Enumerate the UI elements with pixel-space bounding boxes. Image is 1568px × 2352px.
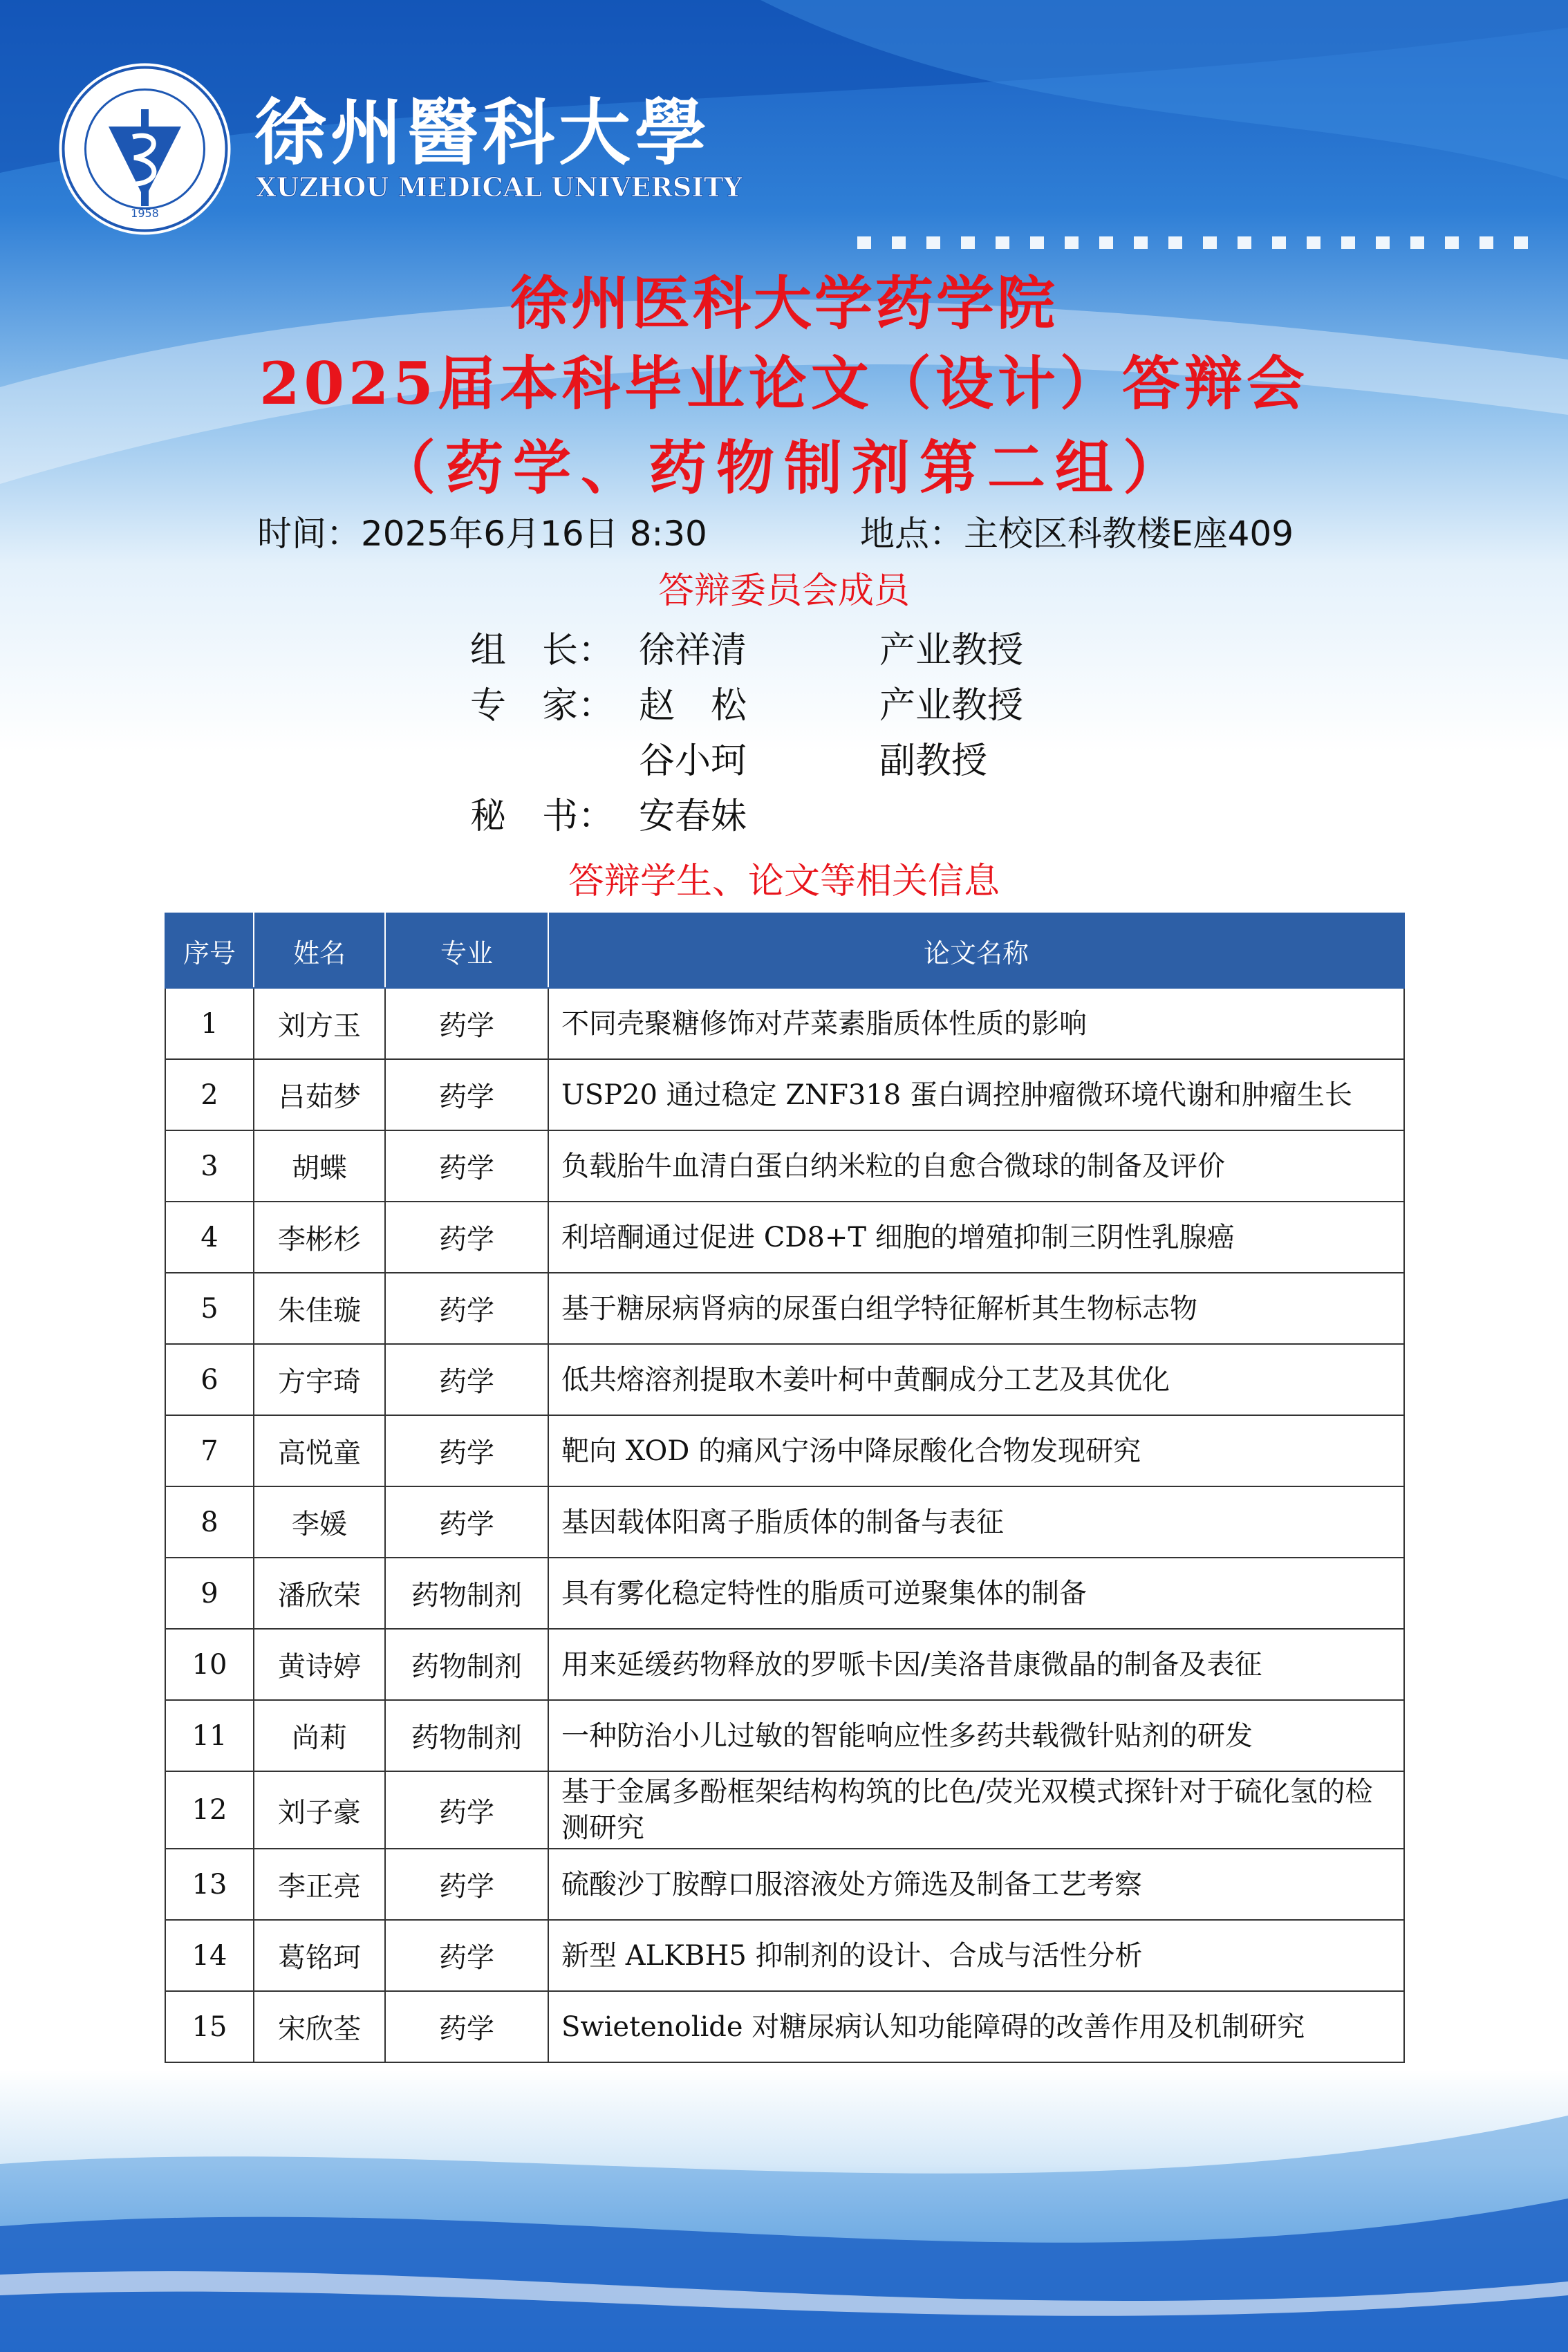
table-row	[165, 1202, 1404, 1273]
cell-major: 药学	[385, 1130, 548, 1202]
cell-no: 2	[165, 1059, 254, 1130]
cell-no: 12	[165, 1771, 254, 1849]
cell-thesis: 基于糖尿病肾病的尿蛋白组学特征解析其生物标志物	[548, 1273, 1404, 1344]
committee-role: 专 家：	[470, 685, 615, 727]
students-table	[165, 913, 1405, 2063]
cell-thesis: 基于金属多酚框架结构构筑的比色/荧光双模式探针对于硫化氢的检测研究	[548, 1771, 1404, 1849]
table-row	[165, 1629, 1404, 1700]
cell-major: 药学	[385, 1920, 548, 1991]
students-table-wrapper	[165, 913, 1403, 2063]
table-row	[165, 1486, 1404, 1558]
committee-row	[0, 731, 1568, 787]
defense-time: 时间：2025年6月16日 8:30	[257, 514, 707, 554]
table-row	[165, 1558, 1404, 1629]
students-heading: 答辩学生、论文等相关信息	[568, 861, 1000, 902]
column-header-name: 姓名	[254, 913, 385, 988]
committee-name: 赵 松	[639, 685, 747, 727]
table-row	[165, 1344, 1404, 1415]
cell-no: 9	[165, 1558, 254, 1629]
committee-row	[0, 621, 1568, 676]
cell-major: 药物制剂	[385, 1558, 548, 1629]
svg-text:徐州醫科大學: 徐州醫科大學	[254, 90, 711, 175]
cell-major: 药学	[385, 1991, 548, 2062]
cell-name: 潘欣荣	[254, 1558, 385, 1629]
cell-major: 药学	[385, 1486, 548, 1558]
cell-name: 刘方玉	[254, 988, 385, 1059]
column-header-major: 专业	[385, 913, 548, 988]
cell-no: 11	[165, 1700, 254, 1771]
svg-text:1958: 1958	[131, 207, 159, 220]
cell-name: 刘子豪	[254, 1771, 385, 1849]
cell-thesis: 新型 ALKBH5 抑制剂的设计、合成与活性分析	[548, 1920, 1404, 1991]
cell-no: 7	[165, 1415, 254, 1486]
cell-name: 李媛	[254, 1486, 385, 1558]
table-row	[165, 1920, 1404, 1991]
cell-thesis: 低共熔溶剂提取木姜叶柯中黄酮成分工艺及其优化	[548, 1344, 1404, 1415]
committee-role: 秘 书：	[470, 796, 615, 837]
cell-thesis: 靶向 XOD 的痛风宁汤中降尿酸化合物发现研究	[548, 1415, 1404, 1486]
title-line-2: 2025届本科毕业论文（设计）答辩会	[259, 349, 1309, 418]
cell-thesis: 一种防治小儿过敏的智能响应性多药共载微针贴剂的研发	[548, 1700, 1404, 1771]
table-row	[165, 1849, 1404, 1920]
column-header-thesis: 论文名称	[548, 913, 1404, 988]
cell-no: 15	[165, 1991, 254, 2062]
decorative-dots	[857, 236, 1528, 252]
table-row	[165, 988, 1404, 1059]
table-row	[165, 1700, 1404, 1771]
cell-name: 宋欣荃	[254, 1991, 385, 2062]
committee-row	[0, 676, 1568, 731]
committee-name: 徐祥清	[639, 630, 747, 671]
cell-major: 药学	[385, 1771, 548, 1849]
table-header-row	[165, 913, 1404, 988]
cell-name: 胡蝶	[254, 1130, 385, 1202]
cell-no: 14	[165, 1920, 254, 1991]
defense-location: 地点：主校区科教楼E座409	[860, 514, 1294, 554]
university-seal-logo	[57, 61, 233, 237]
cell-major: 药学	[385, 1344, 548, 1415]
title-line-1: 徐州医科大学药学院	[510, 269, 1058, 337]
cell-major: 药学	[385, 1202, 548, 1273]
table-row	[165, 1273, 1404, 1344]
cell-no: 4	[165, 1202, 254, 1273]
cell-name: 李彬杉	[254, 1202, 385, 1273]
committee-name: 安春妹	[639, 796, 747, 837]
committee-title: 副教授	[879, 740, 988, 782]
table-row	[165, 1771, 1404, 1849]
cell-major: 药学	[385, 988, 548, 1059]
svg-text:XUZHOU MEDICAL UNIVERSITY: XUZHOU MEDICAL UNIVERSITY	[256, 171, 743, 203]
cell-thesis: 用来延缓药物释放的罗哌卡因/美洛昔康微晶的制备及表征	[548, 1629, 1404, 1700]
table-row	[165, 1991, 1404, 2062]
cell-name: 李正亮	[254, 1849, 385, 1920]
committee-heading: 答辩委员会成员	[657, 570, 910, 612]
cell-thesis: 基因载体阳离子脂质体的制备与表征	[548, 1486, 1404, 1558]
cell-name: 黄诗婷	[254, 1629, 385, 1700]
committee-title: 产业教授	[879, 630, 1024, 671]
cell-thesis: Swietenolide 对糖尿病认知功能障碍的改善作用及机制研究	[548, 1991, 1404, 2062]
cell-major: 药学	[385, 1059, 548, 1130]
table-row	[165, 1130, 1404, 1202]
committee-name: 谷小珂	[639, 740, 747, 782]
cell-name: 尚莉	[254, 1700, 385, 1771]
cell-thesis: 利培酮通过促进 CD8+T 细胞的增殖抑制三阴性乳腺癌	[548, 1202, 1404, 1273]
cell-no: 5	[165, 1273, 254, 1344]
cell-thesis: 硫酸沙丁胺醇口服溶液处方筛选及制备工艺考察	[548, 1849, 1404, 1920]
cell-name: 高悦童	[254, 1415, 385, 1486]
cell-major: 药学	[385, 1273, 548, 1344]
cell-thesis: 具有雾化稳定特性的脂质可逆聚集体的制备	[548, 1558, 1404, 1629]
cell-no: 6	[165, 1344, 254, 1415]
committee-title: 产业教授	[879, 685, 1024, 727]
column-header-no: 序号	[165, 913, 254, 988]
cell-no: 10	[165, 1629, 254, 1700]
cell-name: 吕茹梦	[254, 1059, 385, 1130]
table-row	[165, 1059, 1404, 1130]
committee-row	[0, 787, 1568, 842]
cell-name: 方宇琦	[254, 1344, 385, 1415]
cell-name: 朱佳璇	[254, 1273, 385, 1344]
cell-thesis: 负载胎牛血清白蛋白纳米粒的自愈合微球的制备及评价	[548, 1130, 1404, 1202]
cell-no: 1	[165, 988, 254, 1059]
table-row	[165, 1415, 1404, 1486]
cell-thesis: 不同壳聚糖修饰对芹菜素脂质体性质的影响	[548, 988, 1404, 1059]
cell-major: 药学	[385, 1849, 548, 1920]
cell-no: 3	[165, 1130, 254, 1202]
cell-major: 药学	[385, 1415, 548, 1486]
cell-name: 葛铭珂	[254, 1920, 385, 1991]
cell-major: 药物制剂	[385, 1700, 548, 1771]
university-wordmark-logo	[249, 83, 754, 207]
cell-thesis: USP20 通过稳定 ZNF318 蛋白调控肿瘤微环境代谢和肿瘤生长	[548, 1059, 1404, 1130]
cell-no: 8	[165, 1486, 254, 1558]
cell-no: 13	[165, 1849, 254, 1920]
committee-role: 组 长：	[470, 630, 615, 671]
title-line-3: （药学、药物制剂第二组）	[377, 433, 1191, 502]
cell-major: 药物制剂	[385, 1629, 548, 1700]
